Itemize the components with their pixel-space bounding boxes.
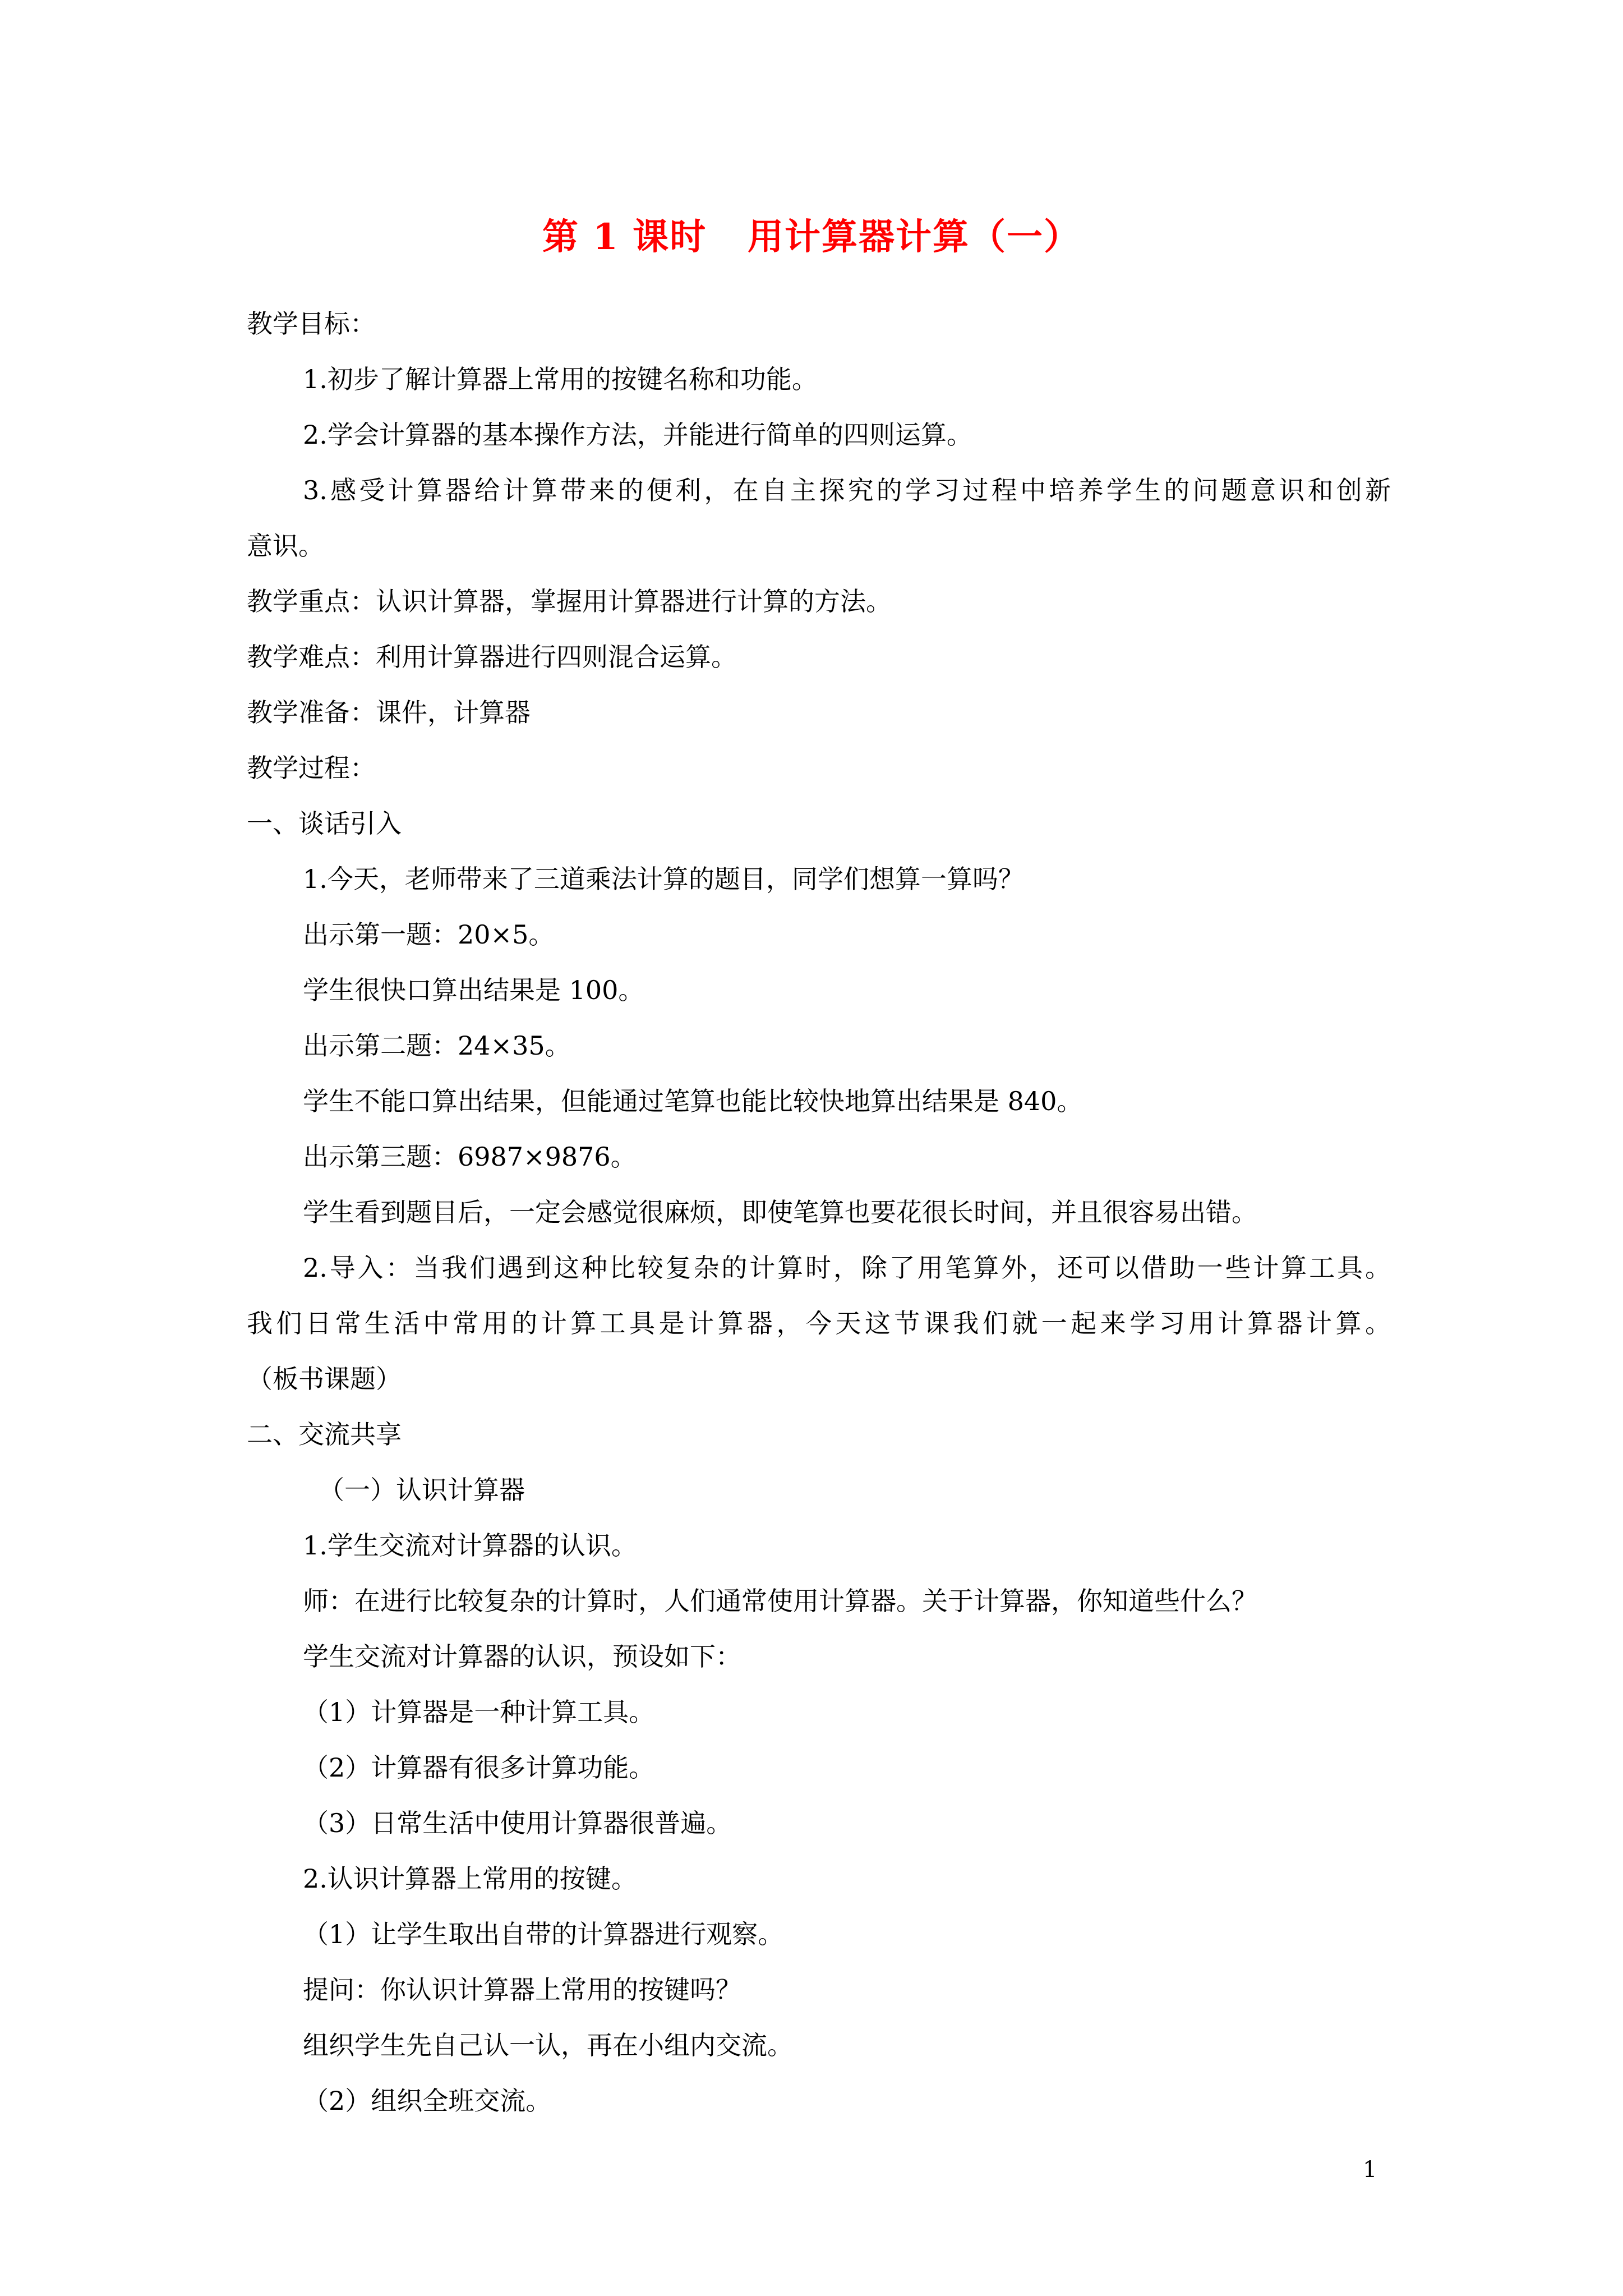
- subsection-heading: （一）认识计算器: [319, 1475, 525, 1505]
- paragraph: 师：在进行比较复杂的计算时，人们通常使用计算器。关于计算器，你知道些什么？: [303, 1586, 1257, 1616]
- paragraph: 出示第三题：6987×9876。: [303, 1142, 637, 1172]
- list-item: （2）计算器有很多计算功能。: [303, 1752, 655, 1783]
- list-item: （1）让学生取出自带的计算器进行观察。: [303, 1919, 784, 1949]
- paragraph: 1.今天，老师带来了三道乘法计算的题目，同学们想算一算吗？: [303, 864, 1024, 894]
- teaching-focus: 教学重点：认识计算器，掌握用计算器进行计算的方法。: [247, 586, 892, 616]
- list-item: （1）计算器是一种计算工具。: [303, 1697, 655, 1727]
- paragraph: 学生交流对计算器的认识，预设如下：: [303, 1641, 741, 1672]
- paragraph: 2.导入：当我们遇到这种比较复杂的计算时，除了用笔算外，还可以借助一些计算工具。: [303, 1253, 1391, 1283]
- objective-2: 2.学会计算器的基本操作方法，并能进行简单的四则运算。: [303, 420, 972, 450]
- paragraph: 提问：你认识计算器上常用的按键吗？: [303, 1975, 741, 2005]
- paragraph: 2.认识计算器上常用的按键。: [303, 1864, 637, 1894]
- teaching-process-heading: 教学过程：: [247, 753, 376, 783]
- list-item: （3）日常生活中使用计算器很普遍。: [303, 1808, 732, 1838]
- paragraph: （板书课题）: [247, 1364, 402, 1394]
- teaching-difficulty: 教学难点：利用计算器进行四则混合运算。: [247, 642, 737, 672]
- teaching-preparation: 教学准备：课件，计算器: [247, 697, 531, 728]
- teaching-objectives-heading: 教学目标：: [247, 309, 376, 339]
- document-body: [247, 296, 1391, 2129]
- objective-3-continued: 意识。: [247, 531, 324, 561]
- paragraph: 我们日常生活中常用的计算工具是计算器，今天这节课我们就一起来学习用计算器计算。: [247, 1308, 1391, 1338]
- paragraph: 学生不能口算出结果，但能通过笔算也能比较快地算出结果是 840。: [303, 1086, 1083, 1116]
- page-number: 1: [1363, 2157, 1377, 2183]
- paragraph: 出示第一题：20×5。: [303, 919, 555, 950]
- lesson-title: 第 1 课时 用计算器计算（一）: [542, 216, 1081, 258]
- paragraph: 学生看到题目后，一定会感觉很麻烦，即使笔算也要花很长时间，并且很容易出错。: [303, 1197, 1257, 1227]
- paragraph: 1.学生交流对计算器的认识。: [303, 1530, 637, 1561]
- paragraph: 出示第二题：24×35。: [303, 1030, 571, 1061]
- section-heading-sharing: 二、交流共享: [247, 1419, 402, 1450]
- objective-1: 1.初步了解计算器上常用的按键名称和功能。: [303, 364, 818, 394]
- objective-3: 3.感受计算器给计算带来的便利，在自主探究的学习过程中培养学生的问题意识和创新: [303, 475, 1391, 505]
- section-heading-intro: 一、谈话引入: [247, 808, 402, 839]
- list-item: （2）组织全班交流。: [303, 2086, 552, 2116]
- paragraph: 学生很快口算出结果是 100。: [303, 975, 644, 1005]
- paragraph: 组织学生先自己认一认，再在小组内交流。: [303, 2030, 793, 2060]
